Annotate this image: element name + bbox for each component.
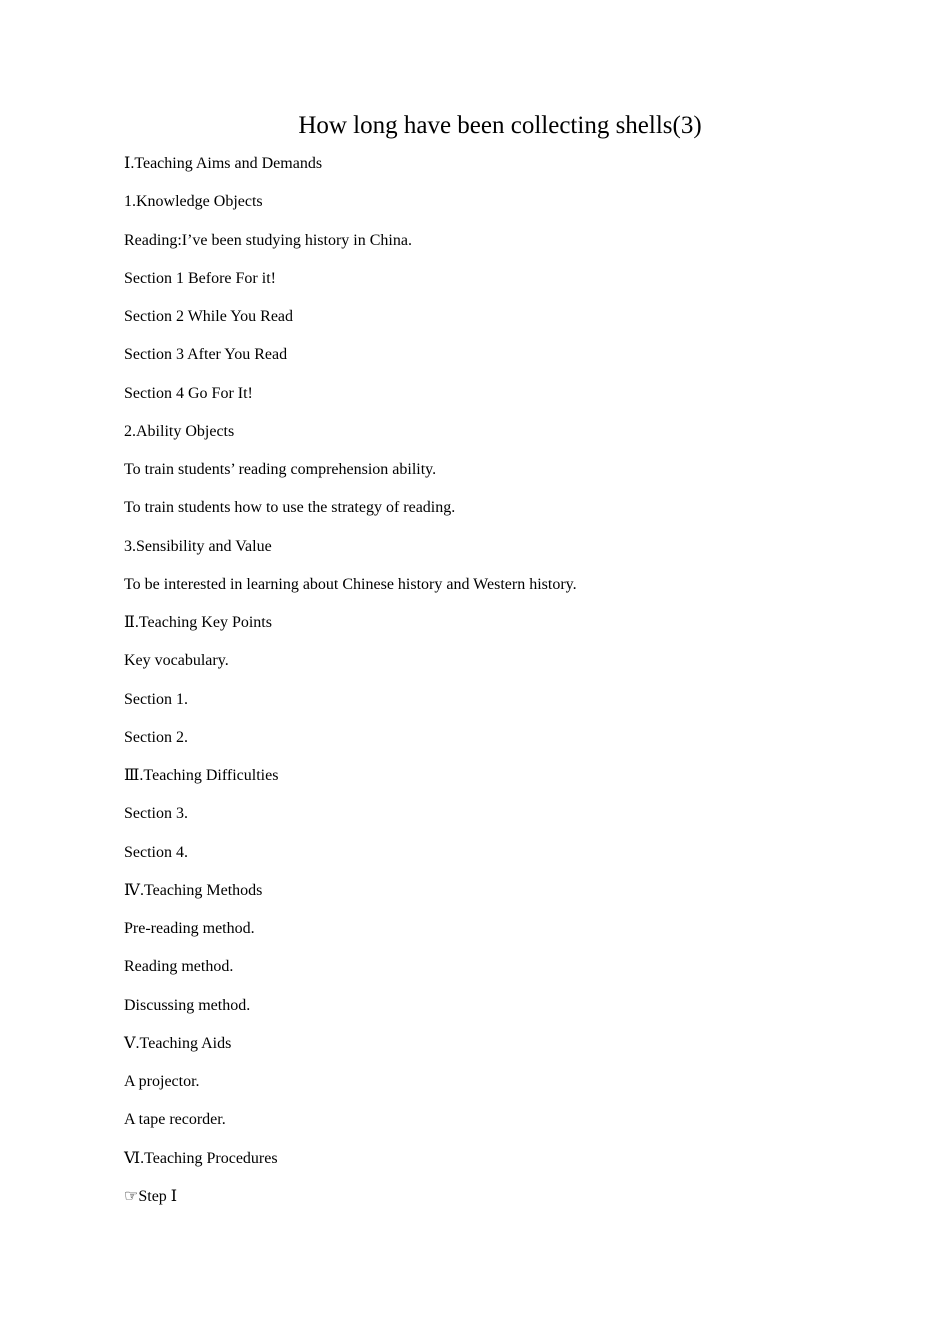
subheading-sensibility-value: 3.Sensibility and Value bbox=[124, 537, 272, 555]
section-heading-methods: Ⅳ.Teaching Methods bbox=[124, 881, 263, 899]
subheading-ability-objects: 2.Ability Objects bbox=[124, 422, 235, 440]
body-line: Section 1. bbox=[124, 690, 188, 708]
body-line: A tape recorder. bbox=[124, 1111, 226, 1129]
body-line: Section 4 Go For It! bbox=[124, 384, 253, 402]
body-line: A projector. bbox=[124, 1073, 200, 1090]
subheading-knowledge-objects: 1.Knowledge Objects bbox=[124, 193, 263, 211]
body-line: Section 2. bbox=[124, 728, 188, 746]
body-line: Pre-reading method. bbox=[124, 920, 255, 937]
document-title: How long have been collecting shells(3) bbox=[298, 112, 702, 139]
body-line: To train students how to use the strategy of reading. bbox=[124, 499, 456, 517]
body-line: To train students’ reading comprehension ability. bbox=[124, 461, 437, 478]
body-line: Section 2 While You Read bbox=[124, 308, 294, 325]
section-heading-difficulties: Ⅲ.Teaching Difficulties bbox=[124, 767, 279, 784]
body-line: Section 4. bbox=[124, 843, 188, 861]
body-line: Section 3. bbox=[124, 805, 188, 823]
body-line: Section 1 Before For it! bbox=[124, 269, 276, 287]
section-heading-key-points: Ⅱ.Teaching Key Points bbox=[124, 614, 272, 631]
step-heading: ☞Step Ⅰ bbox=[124, 1187, 178, 1205]
body-line: Reading:I’ve been studying history in China. bbox=[124, 231, 412, 249]
section-heading-procedures: Ⅵ.Teaching Procedures bbox=[124, 1149, 278, 1167]
section-heading-aims: Ⅰ.Teaching Aims and Demands bbox=[124, 155, 323, 172]
body-line: To be interested in learning about Chinese history and Western history. bbox=[124, 575, 577, 593]
document-body bbox=[124, 151, 884, 1222]
body-line: Discussing method. bbox=[124, 996, 251, 1014]
body-line: Reading method. bbox=[124, 958, 234, 976]
section-heading-aids: Ⅴ.Teaching Aids bbox=[124, 1034, 232, 1052]
body-line: Key vocabulary. bbox=[124, 652, 229, 670]
body-line: Section 3 After You Read bbox=[124, 346, 288, 364]
